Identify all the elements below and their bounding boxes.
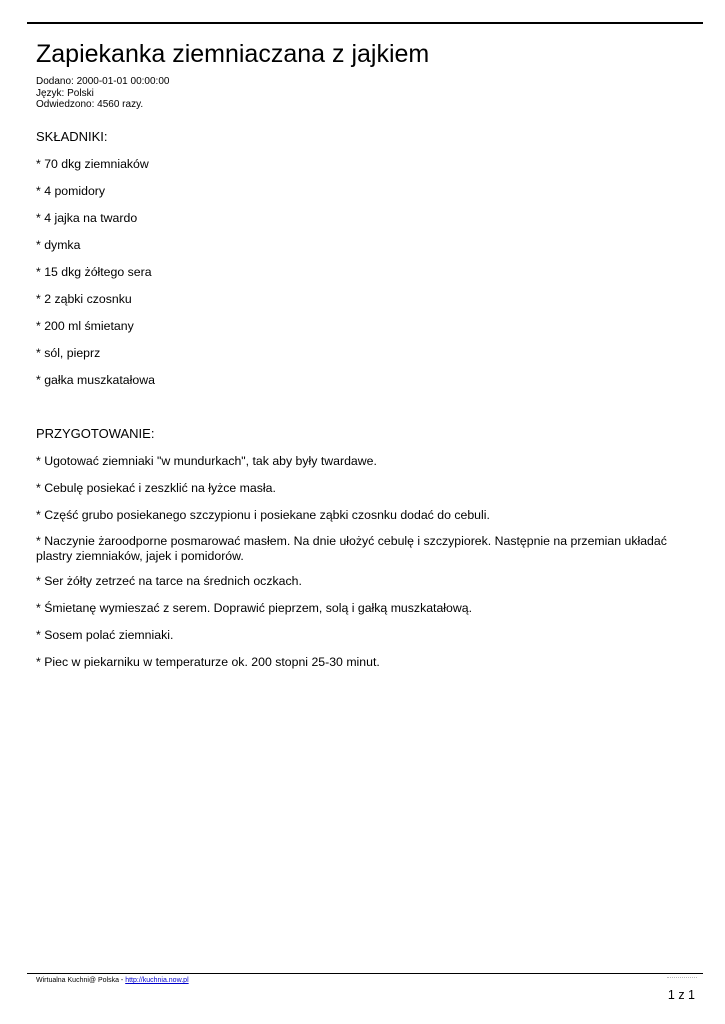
ingredient-item: * 200 ml śmietany [36, 319, 134, 333]
footer [36, 976, 189, 985]
ingredient-item: * dymka [36, 238, 81, 252]
ingredient-item: * sól, pieprz [36, 346, 101, 360]
page-title: Zapiekanka ziemniaczana z jajkiem [36, 40, 430, 68]
preparation-step: * Sosem polać ziemniaki. [36, 628, 174, 642]
ingredient-item: * 15 dkg żółtego sera [36, 265, 152, 279]
preparation-heading: PRZYGOTOWANIE: [36, 426, 155, 441]
ingredient-item: * 4 jajka na twardo [36, 211, 138, 225]
preparation-step: * Ugotować ziemniaki "w mundurkach", tak aby były twardawe. [36, 454, 377, 468]
ingredients-heading: SKŁADNIKI: [36, 129, 108, 144]
footer-link[interactable]: http://kuchnia.now.pl [125, 977, 189, 984]
preparation-step: * Ser żółty zetrzeć na tarce na średnich oczkach. [36, 574, 302, 588]
page-number: 1 z 1 [667, 988, 695, 1002]
preparation-step: * Piec w piekarniku w temperaturze ok. 200 stopni 25-30 minut. [36, 655, 380, 669]
preparation-step: * Śmietanę wymieszać z serem. Doprawić pieprzem, solą i gałką muszkatałową. [36, 601, 473, 615]
ingredient-item: * 4 pomidory [36, 184, 106, 198]
ingredient-item: * 2 ząbki czosnku [36, 292, 132, 306]
preparation-step: * Część grubo posiekanego szczypionu i posiekane ząbki czosnku dodać do cebuli. [36, 508, 490, 522]
meta-language: Język: Polski [36, 87, 94, 99]
footer-stamp [667, 977, 697, 978]
meta-added: Dodano: 2000-01-01 00:00:00 [36, 76, 170, 87]
footer-rule [27, 973, 703, 974]
ingredient-item: * gałka muszkatałowa [36, 373, 155, 387]
preparation-step: * Naczynie żaroodporne posmarować masłem. Na dnie ułożyć cebulę i szczypiorek. Następnie na przemian układać plastry ziemniaków, jajek i pomidorów. [36, 534, 667, 563]
recipe-meta [36, 76, 169, 111]
top-rule [27, 22, 703, 24]
preparation-step: * Cebulę posiekać i zeszklić na łyżce masła. [36, 481, 276, 495]
footer-site: Wirtualna Kuchni@ Polska - [36, 977, 126, 984]
ingredient-item: * 70 dkg ziemniaków [36, 157, 149, 171]
meta-visited: Odwiedzono: 4560 razy. [36, 99, 144, 110]
